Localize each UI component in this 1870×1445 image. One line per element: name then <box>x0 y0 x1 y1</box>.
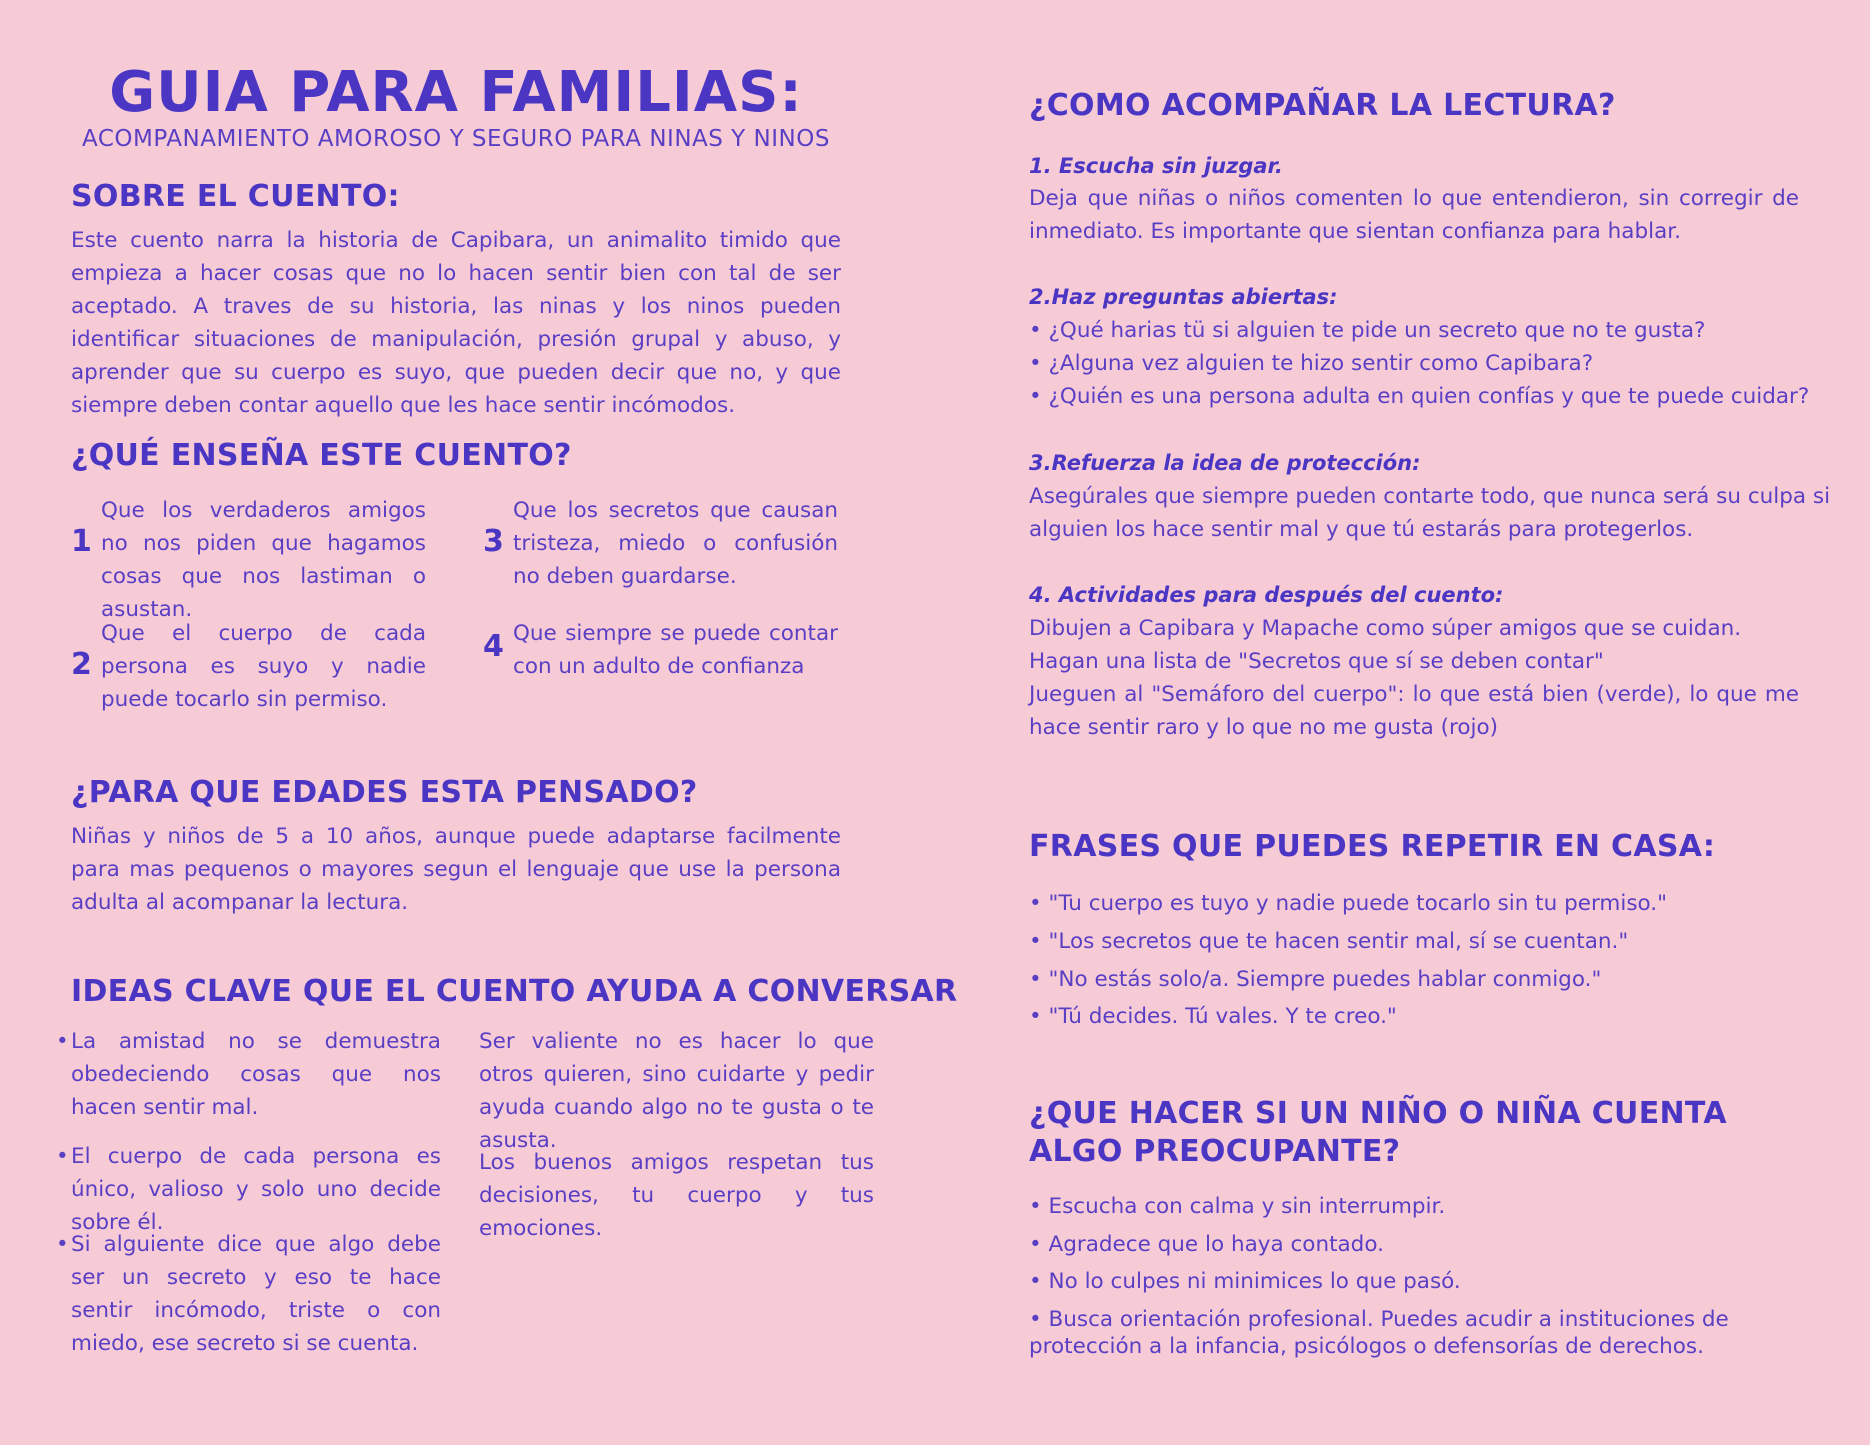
step-4-line-4: hace sentir raro y lo que no me gusta (rojo) <box>1029 715 1499 740</box>
worry-item-2: • Agradece que lo haya contado. <box>1029 1232 1384 1257</box>
idea-item-4 <box>479 1025 874 1157</box>
worry-heading-line-2: ALGO PREOCUPANTE? <box>1029 1134 1401 1169</box>
teach-text-2: Que el cuerpo de cada persona es suyo y nadie puede tocarlo sin permiso. <box>101 621 426 712</box>
teach-number-1: 1 <box>71 524 92 559</box>
teach-number-2: 2 <box>71 647 92 682</box>
step-1-line-1: Deja que niñas o niños comenten lo que entendieron, sin corregir de <box>1029 186 1799 211</box>
bullet-icon: • <box>56 1232 69 1257</box>
step-4-line-1: Dibujen a Capibara y Mapache como súper amigos que se cuidan. <box>1029 616 1742 641</box>
idea-text-1: La amistad no se demuestra obedeciendo cosas que nos hacen sentir mal. <box>71 1029 441 1120</box>
idea-item-5 <box>479 1146 874 1245</box>
teach-text-3: Que los secretos que causan tristeza, miedo o confusión no deben guardarse. <box>513 498 838 589</box>
phrases-heading: FRASES QUE PUEDES REPETIR EN CASA: <box>1029 829 1716 864</box>
phrase-item-4: • "Tú decides. Tú vales. Y te creo." <box>1029 1004 1397 1029</box>
teach-number-4: 4 <box>483 629 504 664</box>
bullet-icon: • <box>56 1029 69 1054</box>
worry-item-4: • Busca orientación profesional. Puedes acudir a instituciones de <box>1029 1307 1729 1332</box>
step-2-line-3: • ¿Quién es una persona adulta en quien confías y que te puede cuidar? <box>1029 384 1810 409</box>
step-4-line-2: Hagan una lista de "Secretos que sí se deben contar" <box>1029 649 1604 674</box>
bullet-icon: • <box>56 1144 69 1169</box>
step-3-line-1: Asegúrales que siempre pueden contarte todo, que nunca será su culpa si <box>1029 484 1831 509</box>
step-2-line-1: • ¿Qué harias tü si alguien te pide un secreto que no te gusta? <box>1029 318 1706 343</box>
worry-item-4-continued: protección a la infancia, psicólogos o defensorías de derechos. <box>1029 1334 1704 1359</box>
teach-text-4: Que siempre se puede contar con un adulto de confianza <box>513 621 838 679</box>
page-title: GUIA PARA FAMILIAS: <box>109 60 803 125</box>
teach-number-3: 3 <box>483 524 504 559</box>
idea-text-4: Ser valiente no es hacer lo que otros quieren, sino cuidarte y pedir ayuda cuando algo no te gusta o te asusta. <box>479 1029 874 1153</box>
ages-heading: ¿PARA QUE EDADES ESTA PENSADO? <box>71 775 698 810</box>
step-4-title: 4. Actividades para después del cuento: <box>1029 583 1504 607</box>
step-1-title: 1. Escucha sin juzgar. <box>1029 154 1283 178</box>
step-3-line-2: alguien los hace sentir mal y que tú estarás para protegerlos. <box>1029 517 1694 542</box>
step-2-line-2: • ¿Alguna vez alguien te hizo sentir como Capibara? <box>1029 351 1594 376</box>
idea-item-1 <box>56 1025 441 1124</box>
step-2-title: 2.Haz preguntas abiertas: <box>1029 285 1338 309</box>
phrase-item-1: • "Tu cuerpo es tuyo y nadie puede tocarlo sin tu permiso." <box>1029 891 1668 916</box>
idea-item-3 <box>56 1228 441 1360</box>
teach-text-1: Que los verdaderos amigos no nos piden que hagamos cosas que nos lastiman o asustan. <box>101 498 426 622</box>
ideas-heading: IDEAS CLAVE QUE EL CUENTO AYUDA A CONVERSAR <box>71 974 958 1009</box>
phrase-item-3: • "No estás solo/a. Siempre puedes hablar conmigo." <box>1029 967 1602 992</box>
reading-heading: ¿COMO ACOMPAÑAR LA LECTURA? <box>1029 88 1616 123</box>
step-4-line-3: Jueguen al "Semáforo del cuerpo": lo que está bien (verde), lo que me <box>1029 682 1799 707</box>
about-text: Este cuento narra la historia de Capibara, un animalito timido que empieza a hacer cosas que no lo hacen sentir bien con tal de ser aceptado. A traves de su historia, las ninas y los ninos pueden identificar situaciones de manipulación, presión grupal y abuso, y aprender que su cuerpo es suyo, que pueden decir que no, y que siempre deben contar aquello que les hace sentir incómodos. <box>71 228 841 418</box>
step-3-title: 3.Refuerza la idea de protección: <box>1029 451 1421 475</box>
idea-text-3: Si alguiente dice que algo debe ser un secreto y eso te hace sentir incómodo, triste o con miedo, ese secreto si se cuenta. <box>71 1232 441 1356</box>
about-heading: SOBRE EL CUENTO: <box>71 179 400 214</box>
teaches-heading: ¿QUÉ ENSEÑA ESTE CUENTO? <box>71 438 572 473</box>
idea-text-2: El cuerpo de cada persona es único, valioso y solo uno decide sobre él. <box>71 1144 441 1235</box>
step-1-line-2: inmediato. Es importante que sientan confianza para hablar. <box>1029 219 1681 244</box>
phrase-item-2: • "Los secretos que te hacen sentir mal, sí se cuentan." <box>1029 929 1629 954</box>
idea-text-5: Los buenos amigos respetan tus decisiones, tu cuerpo y tus emociones. <box>479 1150 874 1241</box>
worry-item-3: • No lo culpes ni minimices lo que pasó. <box>1029 1269 1461 1294</box>
worry-heading-line-1: ¿QUE HACER SI UN NIÑO O NIÑA CUENTA <box>1029 1096 1727 1131</box>
ages-text: Niñas y niños de 5 a 10 años, aunque puede adaptarse facilmente para mas pequenos o mayores segun el lenguaje que use la persona adulta al acompanar la lectura. <box>71 824 841 915</box>
worry-item-1: • Escucha con calma y sin interrumpir. <box>1029 1194 1446 1219</box>
page-subtitle: ACOMPANAMIENTO AMOROSO Y SEGURO PARA NINAS Y NINOS <box>82 126 830 152</box>
idea-item-2 <box>56 1140 441 1239</box>
